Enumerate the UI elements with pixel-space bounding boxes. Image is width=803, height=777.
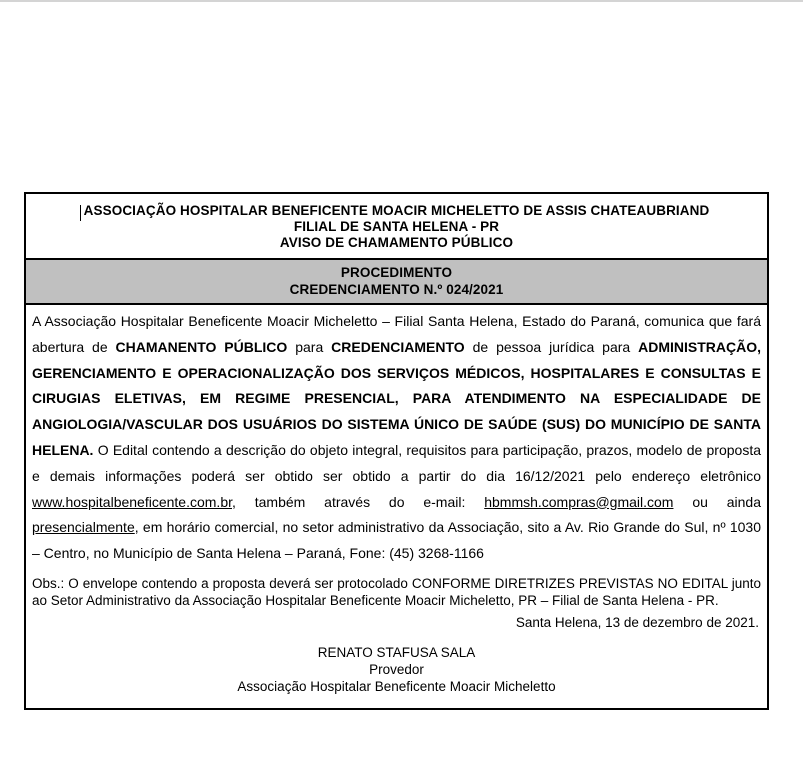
credential-number: CREDENCIAMENTO N.º 024/2021 [289, 282, 504, 297]
text-run: , também através do e-mail: [232, 493, 485, 510]
branch-line: FILIAL DE SANTA HELENA - PR [293, 219, 500, 234]
website-link[interactable]: www.hospitalbeneficente.com.br [32, 493, 232, 510]
underlined-text: presencialmente [32, 519, 135, 536]
text-cursor [80, 205, 81, 221]
text-run: para [287, 338, 332, 355]
obs-paragraph: Obs.: O envelope contendo a proposta deverá ser protocolado CONFORME DIRETRIZES PREVISTAS NO EDITAL junto ao Setor Administrativo da Associação Hospitalar Beneficente Moacir Micheletto, PR – Filial de Santa Helena - PR. [32, 575, 761, 608]
text-run: O Edital contendo a descrição do objeto integral, requisitos para participação, prazos, modelo de proposta e demais informações poderá ser obtido ser obtido a partir do dia 16/12/2021 pelo endereço eletrônico [32, 441, 761, 484]
signer-name: RENATO STAFUSA SALA [317, 644, 476, 660]
procedure-banner [26, 258, 767, 305]
date-line: Santa Helena, 13 de dezembro de 2021. [515, 614, 759, 630]
text-run: A Associação Hospitalar Beneficente Moacir Micheletto – Filial Santa Helena, Estado do Paraná, comunica que fará abertura de [32, 313, 761, 355]
text-run-bold: ADMINISTRAÇÃO, GERENCIAMENTO E OPERACIONALIZAÇÃO DOS SERVIÇOS MÉDICOS, HOSPITALARES E CONSULTAS E CIRUGIAS ELETIVAS, EM REGIME PRESENCIAL, PARA ATENDIMENTO NA ESPECIALIDADE DE ANGIOLOGIA/VASCULAR DOS USUÁRIOS DO SISTEMA ÚNICO DE SAÚDE (SUS) DO MUNICÍPIO DE SANTA HELENA. [32, 338, 761, 458]
signature-block [32, 644, 761, 695]
text-run: , em horário comercial, no setor administrativo da Associação, sito a Av. Rio Grande do Sul, nº 1030 – Centro, no Município de Santa Helena – Paraná, Fone: (45) 3268-1166 [32, 519, 761, 562]
text-run-bold: CREDENCIAMENTO [331, 338, 465, 355]
text-run: ou ainda [673, 493, 761, 510]
document-header [26, 194, 767, 258]
notice-document [24, 192, 769, 710]
email-link[interactable]: hbmmsh.compras@gmail.com [484, 493, 674, 510]
org-name-line: ASSOCIAÇÃO HOSPITALAR BENEFICENTE MOACIR MICHELETTO DE ASSIS CHATEAUBRIAND [83, 203, 710, 218]
body-paragraph [32, 309, 761, 567]
document-body [26, 305, 767, 708]
notice-title: AVISO DE CHAMAMENTO PÚBLICO [279, 235, 514, 250]
signer-title: Provedor [369, 661, 424, 677]
text-run-bold: CHAMANENTO PÚBLICO [115, 338, 288, 355]
signer-org: Associação Hospitalar Beneficente Moacir Micheletto [237, 678, 556, 694]
procedure-label: PROCEDIMENTO [340, 265, 453, 280]
window-top-edge [0, 0, 803, 2]
text-run: de pessoa jurídica para [464, 338, 639, 355]
